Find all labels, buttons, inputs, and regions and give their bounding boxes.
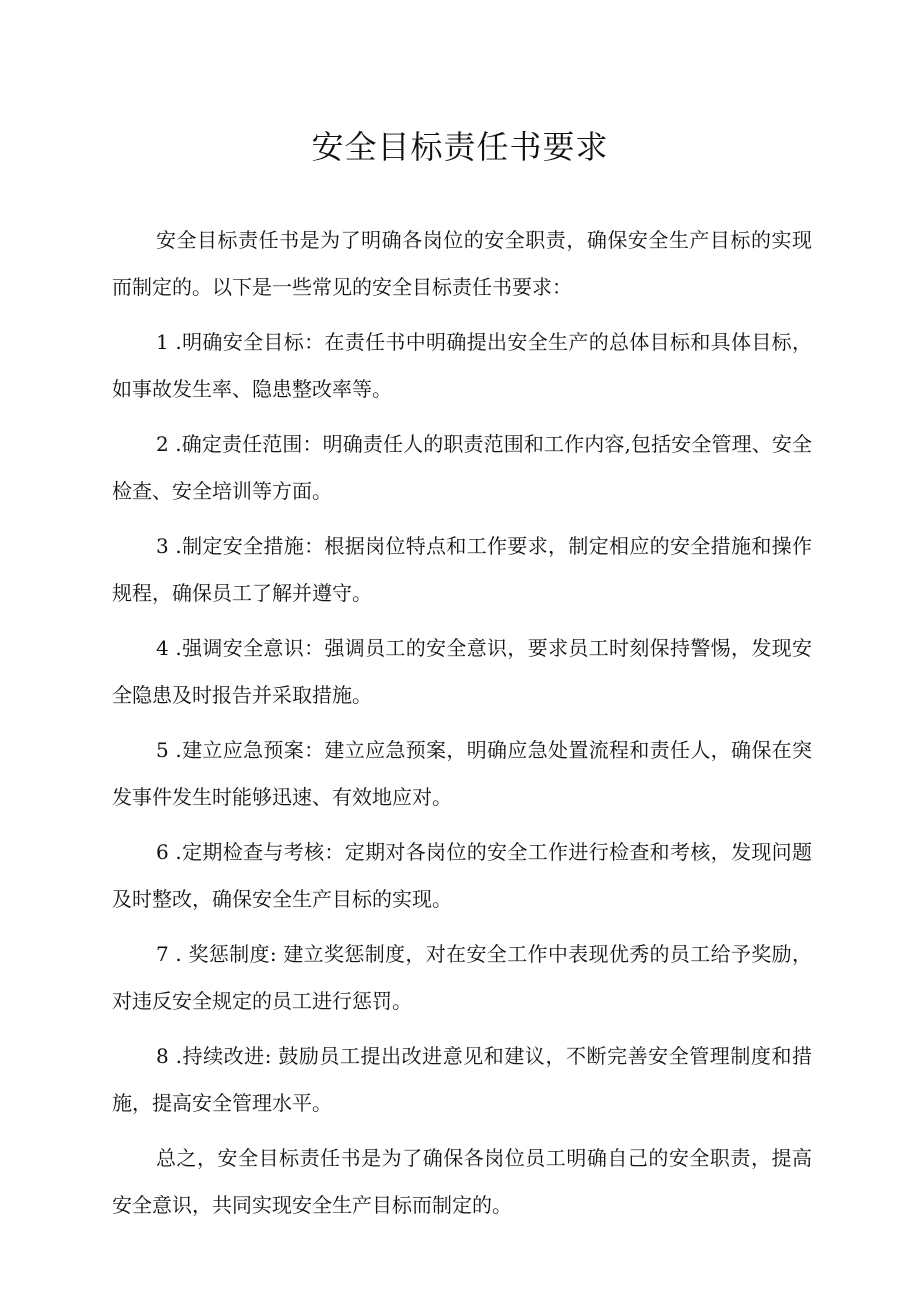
requirement-item-5: 5 .建立应急预案：建立应急预案，明确应急处置流程和责任人，确保在突发事件发生时能够迅速、有效地应对。 (112, 738, 812, 809)
document-body (112, 217, 812, 1237)
requirement-item-1: 1 .明确安全目标：在责任书中明确提出安全生产的总体目标和具体目标，如事故发生率、隐患整改率等。 (112, 330, 812, 401)
intro-paragraph: 安全目标责任书是为了明确各岗位的安全职责，确保安全生产目标的实现而制定的。以下是一些常见的安全目标责任书要求： (112, 228, 812, 299)
requirement-item-4: 4 .强调安全意识：强调员工的安全意识，要求员工时刻保持警惕，发现安全隐患及时报告并采取措施。 (112, 636, 812, 707)
requirement-item-2: 2 .确定责任范围：明确责任人的职责范围和工作内容,包括安全管理、安全检查、安全培训等方面。 (112, 432, 812, 503)
requirement-item-6: 6 .定期检查与考核：定期对各岗位的安全工作进行检查和考核，发现问题及时整改，确保安全生产目标的实现。 (112, 840, 812, 911)
document-title: 安全目标责任书要求 (311, 128, 609, 166)
requirement-item-8: 8 .持续改进: 鼓励员工提出改进意见和建议，不断完善安全管理制度和措施，提高安全管理水平。 (112, 1044, 812, 1115)
summary-paragraph: 总之，安全目标责任书是为了确保各岗位员工明确自己的安全职责，提高安全意识，共同实现安全生产目标而制定的。 (112, 1146, 812, 1217)
requirement-item-3: 3 .制定安全措施：根据岗位特点和工作要求，制定相应的安全措施和操作规程，确保员工了解并遵守。 (112, 534, 812, 605)
requirement-item-7: 7 . 奖惩制度: 建立奖惩制度，对在安全工作中表现优秀的员工给予奖励，对违反安全规定的员工进行惩罚。 (112, 942, 812, 1013)
